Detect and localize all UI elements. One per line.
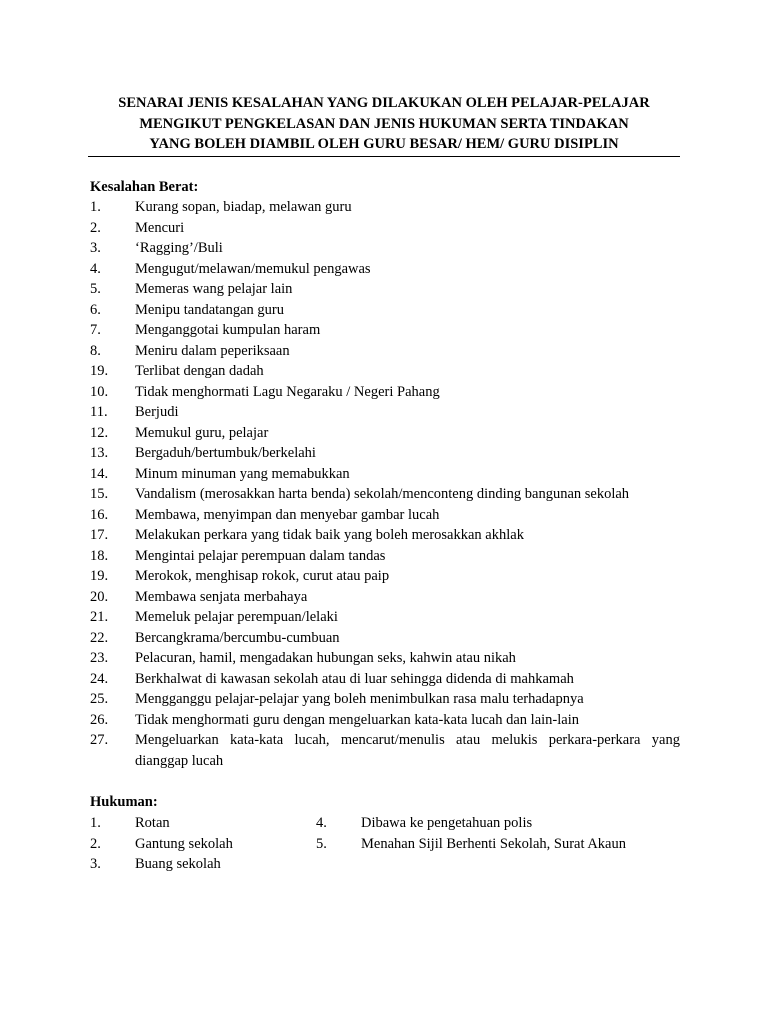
offence-number: 19. (90, 363, 109, 379)
offence-number: 2. (90, 219, 101, 236)
offence-item (90, 443, 680, 464)
offence-text: Pelacuran, hamil, mengadakan hubungan seks, kahwin atau nikah (135, 650, 516, 666)
offence-number: 26. (90, 711, 109, 728)
offence-text: Meniru dalam peperiksaan (135, 342, 290, 359)
offence-item (90, 423, 680, 444)
punishment-number: 1. (90, 815, 101, 831)
offence-text: Memukul guru, pelajar (135, 424, 269, 441)
offence-number: 24. (90, 670, 109, 687)
offence-number: 17. (90, 527, 109, 543)
offence-text: Membawa, menyimpan dan menyebar gambar lucah (135, 506, 440, 523)
offence-text: Memeluk pelajar perempuan/lelaki (135, 609, 338, 625)
offence-item (90, 730, 680, 771)
offence-item (90, 300, 680, 321)
offence-item (90, 648, 680, 669)
punishment-text: Buang sekolah (135, 856, 221, 872)
offence-item (90, 464, 680, 485)
offence-item (90, 607, 680, 628)
offence-text: Mengeluarkan kata-kata lucah, mencarut/menulis atau melukis perkara-perkara yang dianggap lucah (135, 732, 680, 769)
offence-number: 13. (90, 445, 109, 461)
offence-number: 5. (90, 281, 101, 297)
offence-item (90, 238, 680, 259)
offence-item (90, 689, 680, 710)
offence-number: 27. (90, 732, 109, 748)
offence-text: Bergaduh/bertumbuk/berkelahi (135, 445, 316, 461)
offence-number: 14. (90, 465, 109, 482)
offence-item (90, 197, 680, 218)
offence-item (90, 382, 680, 403)
title-line-2: MENGIKUT PENGKELASAN DAN JENIS HUKUMAN SERTA TINDAKAN (139, 115, 629, 132)
offence-item (90, 710, 680, 731)
offence-text: Memeras wang pelajar lain (135, 281, 293, 297)
offence-text: Vandalism (merosakkan harta benda) sekolah/menconteng dinding bangunan sekolah (135, 486, 630, 502)
offence-number: 7. (90, 322, 101, 338)
punishments-heading: Hukuman: (90, 794, 158, 810)
offence-text: Membawa senjata merbahaya (135, 588, 308, 605)
offence-item (90, 320, 680, 341)
offence-item (90, 361, 680, 382)
offence-number: 6. (90, 301, 101, 318)
offence-item (90, 484, 680, 505)
offence-number: 25. (90, 691, 109, 707)
offence-text: Mengintai pelajar perempuan dalam tandas (135, 547, 386, 564)
offence-item (90, 525, 680, 546)
document-title (88, 93, 680, 155)
offence-text: Mengganggu pelajar-pelajar yang boleh menimbulkan rasa malu terhadapnya (135, 691, 584, 707)
offence-number: 21. (90, 609, 109, 625)
offence-item (90, 279, 680, 300)
punishment-text: Rotan (135, 815, 170, 831)
offence-text: Minum minuman yang memabukkan (135, 465, 350, 482)
offence-text: Mengugut/melawan/memukul pengawas (135, 260, 371, 277)
punishment-number: 5. (316, 835, 327, 852)
punishment-text: Gantung sekolah (135, 835, 233, 852)
offence-number: 3. (90, 240, 101, 256)
offence-item (90, 505, 680, 526)
offence-item (90, 402, 680, 423)
offence-text: Merokok, menghisap rokok, curut atau paip (135, 568, 390, 584)
offence-number: 18. (90, 547, 109, 564)
offence-number: 1. (90, 199, 101, 215)
offence-text: Terlibat dengan dadah (135, 363, 264, 379)
offence-text: Berkhalwat di kawasan sekolah atau di luar sehingga didenda di mahkamah (135, 670, 574, 687)
offence-text: Tidak menghormati guru dengan mengeluarkan kata-kata lucah dan lain-lain (135, 711, 579, 728)
offence-text: ‘Ragging’/Buli (135, 240, 223, 256)
offence-text: Berjudi (135, 404, 179, 420)
offence-number: 10. (90, 383, 109, 400)
title-line-1: SENARAI JENIS KESALAHAN YANG DILAKUKAN OLEH PELAJAR-PELAJAR (118, 95, 650, 111)
offence-number: 19. (90, 568, 109, 584)
offence-text: Bercangkrama/bercumbu-cumbuan (135, 629, 340, 646)
offence-number: 11. (90, 404, 108, 420)
offence-text: Mencuri (135, 219, 185, 236)
punishment-number: 4. (316, 815, 327, 831)
title-line-3: YANG BOLEH DIAMBIL OLEH GURU BESAR/ HEM/ GURU DISIPLIN (149, 136, 619, 152)
punishment-text: Menahan Sijil Berhenti Sekolah, Surat Akaun (361, 835, 626, 852)
offence-text: Kurang sopan, biadap, melawan guru (135, 199, 352, 215)
punishment-text: Dibawa ke pengetahuan polis (361, 815, 533, 831)
offence-item (90, 566, 680, 587)
offence-item (90, 218, 680, 239)
offence-item (90, 546, 680, 567)
offence-text: Melakukan perkara yang tidak baik yang boleh merosakkan akhlak (135, 527, 524, 543)
offence-number: 20. (90, 588, 109, 605)
offence-text: Tidak menghormati Lagu Negaraku / Negeri Pahang (135, 383, 440, 400)
offence-number: 23. (90, 650, 109, 666)
offence-number: 22. (90, 629, 109, 646)
offence-text: Menipu tandatangan guru (135, 301, 284, 318)
offence-item (90, 259, 680, 280)
offence-number: 12. (90, 424, 109, 441)
title-underline (88, 156, 680, 157)
offence-text: Menganggotai kumpulan haram (135, 322, 321, 338)
offences-list (90, 197, 680, 771)
offence-number: 16. (90, 506, 109, 523)
offence-number: 4. (90, 260, 101, 277)
offence-number: 15. (90, 486, 109, 502)
punishment-number: 3. (90, 856, 101, 872)
offence-item (90, 669, 680, 690)
offences-heading: Kesalahan Berat: (90, 179, 199, 195)
offence-item (90, 341, 680, 362)
offence-item (90, 587, 680, 608)
offence-item (90, 628, 680, 649)
punishment-number: 2. (90, 835, 101, 852)
offence-number: 8. (90, 342, 101, 359)
